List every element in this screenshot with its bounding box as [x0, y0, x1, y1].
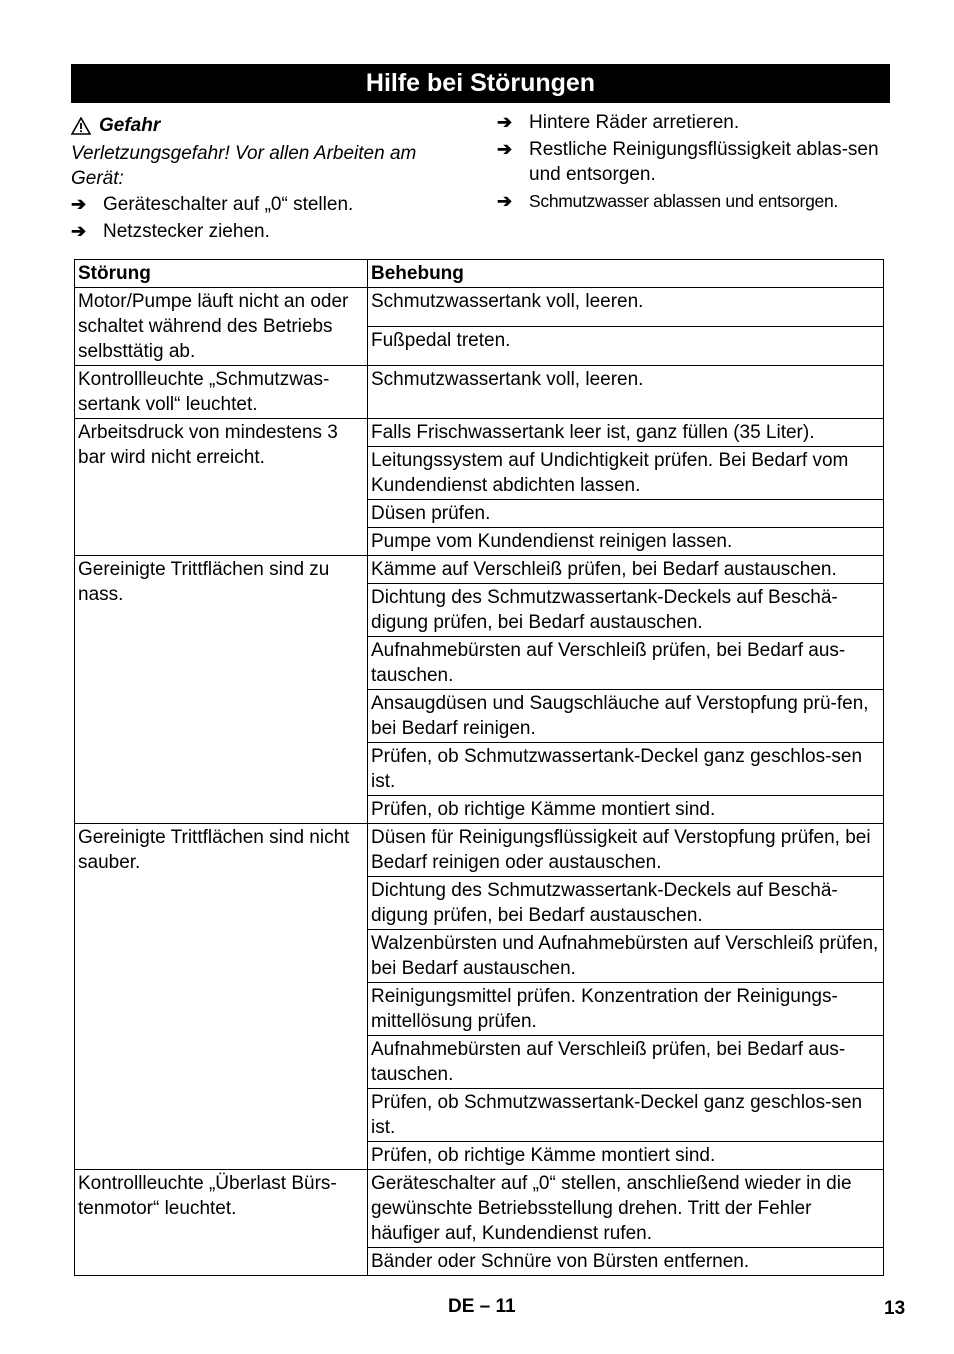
- arrow-right-icon: ➔: [497, 112, 513, 132]
- step-item: [71, 219, 466, 244]
- step-item: [71, 192, 466, 217]
- step-text: Geräteschalter auf „0“ stellen.: [103, 194, 354, 215]
- cell-behebung: Dichtung des Schmutzwassertank-Deckels auf Beschä-digung prüfen, bei Bedarf austauschen.: [368, 584, 884, 637]
- left-steps-list: [71, 192, 466, 244]
- footer-page-label: DE – 11: [448, 1296, 516, 1317]
- cell-stoerung: Arbeitsdruck von mindestens 3 bar wird nicht erreicht.: [75, 419, 368, 556]
- footer-page-number: 13: [884, 1298, 906, 1319]
- warning-text: Verletzungsgefahr! Vor allen Arbeiten am Gerät:: [71, 143, 417, 189]
- step-text: Hintere Räder arretieren.: [529, 112, 740, 133]
- cell-behebung: Kämme auf Verschleiß prüfen, bei Bedarf austauschen.: [368, 556, 884, 584]
- warning-block: [71, 113, 466, 246]
- cell-behebung: Leitungssystem auf Undichtigkeit prüfen. Bei Bedarf vom Kundendienst abdichten lassen.: [368, 447, 884, 500]
- cell-behebung: Fußpedal treten.: [368, 327, 884, 366]
- cell-behebung: Düsen prüfen.: [368, 500, 884, 528]
- step-text: Restliche Reinigungsflüssigkeit ablas-sen und entsorgen.: [529, 139, 879, 185]
- cell-behebung: Prüfen, ob richtige Kämme montiert sind.: [368, 1142, 884, 1170]
- step-item: [497, 110, 892, 135]
- step-item: [497, 137, 892, 187]
- right-steps-list: [497, 110, 892, 216]
- warning-triangle-icon: [71, 117, 91, 135]
- cell-stoerung: Gereinigte Trittflächen sind nicht sauber.: [75, 824, 368, 1170]
- arrow-right-icon: ➔: [71, 221, 87, 241]
- step-item: [497, 189, 892, 214]
- header-behebung: Behebung: [368, 260, 884, 288]
- cell-stoerung: Kontrollleuchte „Überlast Bürs-tenmotor“ leuchtet.: [75, 1170, 368, 1276]
- arrow-right-icon: ➔: [497, 191, 512, 211]
- cell-behebung: Walzenbürsten und Aufnahmebürsten auf Verschleiß prüfen, bei Bedarf austauschen.: [368, 930, 884, 983]
- table-header-row: [75, 260, 884, 288]
- cell-behebung: Aufnahmebürsten auf Verschleiß prüfen, bei Bedarf aus-tauschen.: [368, 1036, 884, 1089]
- cell-behebung: Prüfen, ob richtige Kämme montiert sind.: [368, 796, 884, 824]
- cell-behebung: Düsen für Reinigungsflüssigkeit auf Verstopfung prüfen, bei Bedarf reinigen oder austauschen.: [368, 824, 884, 877]
- cell-stoerung: Gereinigte Trittflächen sind zu nass.: [75, 556, 368, 824]
- warning-heading-text: Gefahr: [99, 115, 161, 136]
- cell-stoerung: Kontrollleuchte „Schmutzwas-sertank voll“ leuchtet.: [75, 366, 368, 419]
- cell-behebung: Falls Frischwassertank leer ist, ganz füllen (35 Liter).: [368, 419, 884, 447]
- cell-behebung: Schmutzwassertank voll, leeren.: [368, 366, 884, 419]
- table-row: [75, 419, 884, 447]
- step-text: Netzstecker ziehen.: [103, 221, 270, 242]
- cell-stoerung: Motor/Pumpe läuft nicht an oder schaltet während des Betriebs selbsttätig ab.: [75, 288, 368, 366]
- cell-behebung: Reinigungsmittel prüfen. Konzentration der Reinigungs-mittellösung prüfen.: [368, 983, 884, 1036]
- table-row: [75, 824, 884, 877]
- arrow-right-icon: ➔: [497, 139, 513, 159]
- arrow-right-icon: ➔: [71, 194, 87, 214]
- table-row: [75, 1170, 884, 1248]
- troubleshooting-table: [74, 259, 884, 1276]
- warning-heading: [71, 113, 466, 138]
- cell-behebung: Schmutzwassertank voll, leeren.: [368, 288, 884, 327]
- cell-behebung: Geräteschalter auf „0“ stellen, anschließend wieder in die gewünschte Betriebsstellung drehen. Tritt der Fehler häufiger auf, Kundendienst rufen.: [368, 1170, 884, 1248]
- step-text: Schmutzwasser ablassen und entsorgen.: [529, 191, 838, 211]
- cell-behebung: Prüfen, ob Schmutzwassertank-Deckel ganz geschlos-sen ist.: [368, 1089, 884, 1142]
- header-stoerung: Störung: [75, 260, 368, 288]
- cell-behebung: Dichtung des Schmutzwassertank-Deckels auf Beschä-digung prüfen, bei Bedarf austauschen.: [368, 877, 884, 930]
- table-row: [75, 556, 884, 584]
- table-row: [75, 288, 884, 327]
- cell-behebung: Pumpe vom Kundendienst reinigen lassen.: [368, 528, 884, 556]
- cell-behebung: Ansaugdüsen und Saugschläuche auf Verstopfung prü-fen, bei Bedarf reinigen.: [368, 690, 884, 743]
- cell-behebung: Aufnahmebürsten auf Verschleiß prüfen, bei Bedarf aus-tauschen.: [368, 637, 884, 690]
- cell-behebung: Bänder oder Schnüre von Bürsten entfernen.: [368, 1248, 884, 1276]
- section-title: Hilfe bei Störungen: [71, 64, 890, 103]
- table-row: [75, 366, 884, 419]
- cell-behebung: Prüfen, ob Schmutzwassertank-Deckel ganz geschlos-sen ist.: [368, 743, 884, 796]
